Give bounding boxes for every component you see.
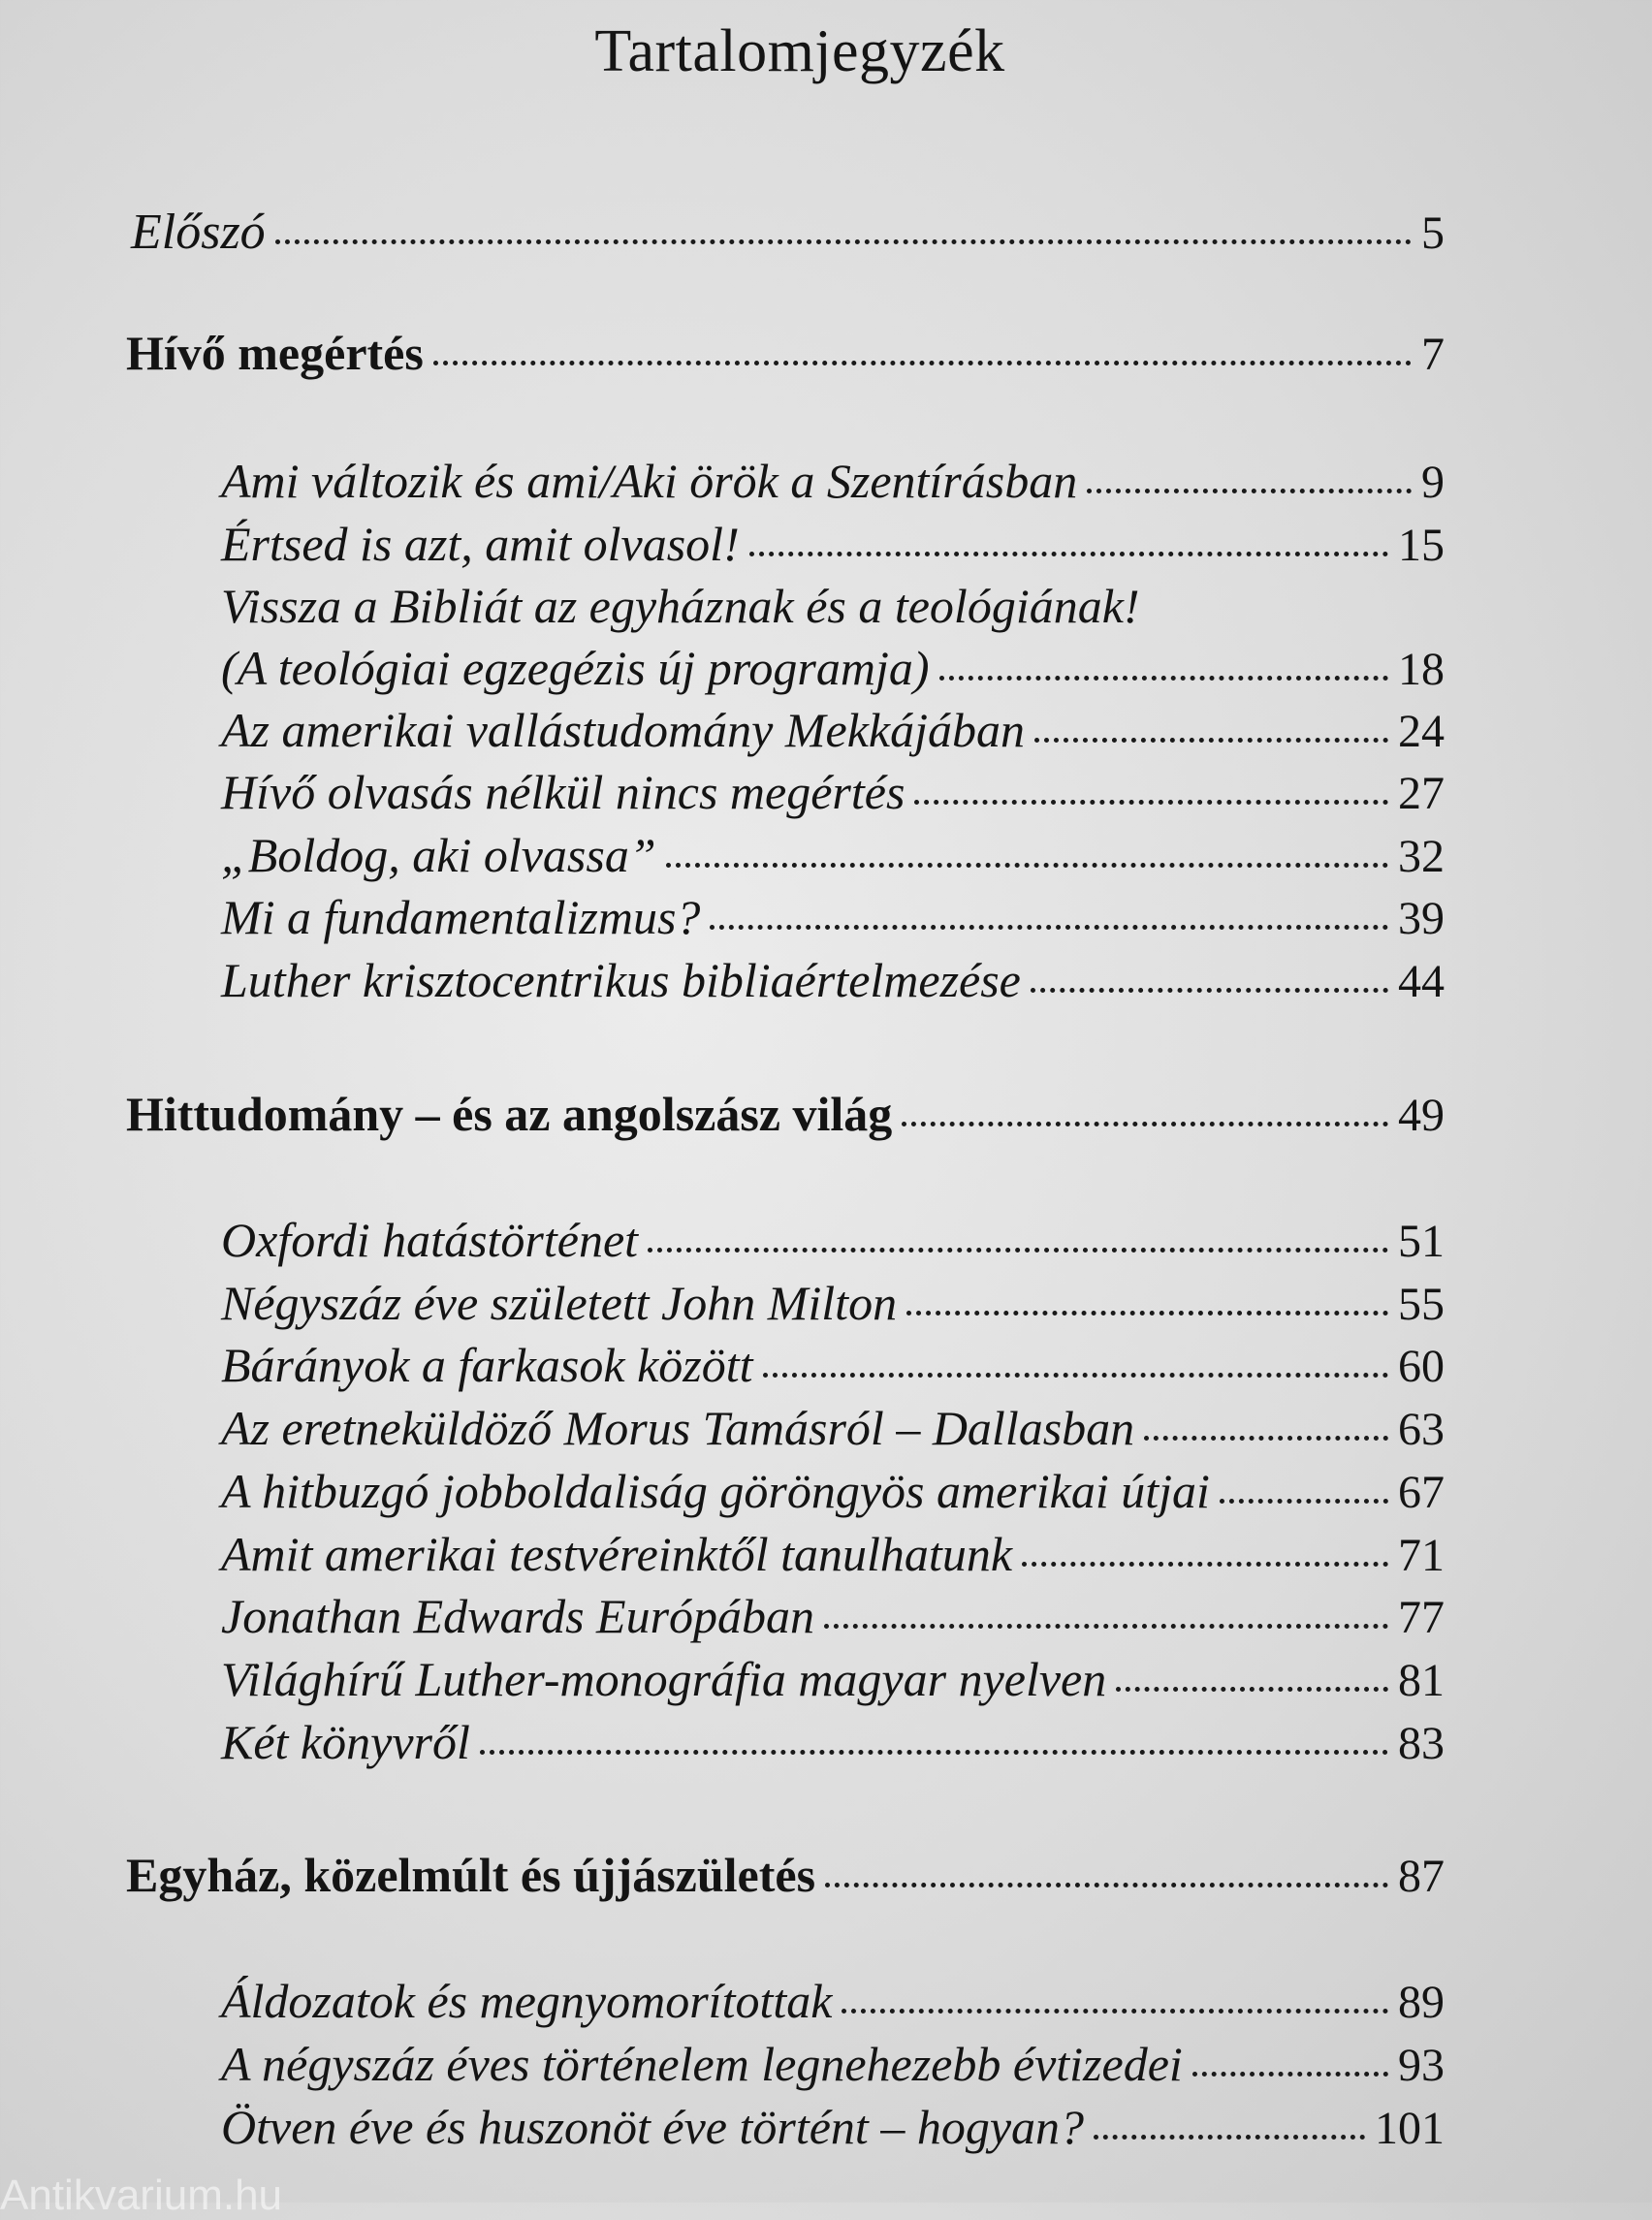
dot-leader bbox=[1220, 1499, 1388, 1504]
dot-leader bbox=[1087, 489, 1412, 493]
toc-entry[interactable] bbox=[221, 1275, 1445, 1331]
toc-page-number: 63 bbox=[1398, 1404, 1445, 1455]
toc-entry-label-line1: Vissza a Bibliát az egyháznak és a teológiának! bbox=[221, 579, 1140, 633]
toc-entry[interactable] bbox=[221, 827, 1445, 883]
dot-leader bbox=[275, 239, 1412, 244]
toc-page-number: 39 bbox=[1398, 893, 1445, 944]
dot-leader bbox=[906, 1311, 1388, 1316]
toc-page-number: 87 bbox=[1398, 1851, 1445, 1902]
dot-leader bbox=[1022, 1562, 1388, 1567]
toc-entry-label: A hitbuzgó jobboldaliság göröngyös amerikai útjai bbox=[221, 1464, 1210, 1518]
dot-leader bbox=[648, 1248, 1388, 1253]
toc-entry-label: „Boldog, aki olvassa” bbox=[221, 828, 656, 882]
dot-leader bbox=[710, 925, 1388, 930]
toc-entry[interactable] bbox=[221, 2099, 1445, 2155]
dot-leader bbox=[914, 800, 1388, 805]
toc-page-number: 32 bbox=[1398, 831, 1445, 882]
toc-entry-eloszo[interactable] bbox=[131, 204, 1445, 261]
toc-section-egyhaz[interactable] bbox=[126, 1847, 1445, 1903]
toc-entry-label: A négyszáz éves történelem legnehezebb évtizedei bbox=[221, 2037, 1183, 2091]
page-title: Tartalomjegyzék bbox=[594, 18, 1005, 84]
dot-leader bbox=[825, 1883, 1388, 1887]
toc-entry[interactable] bbox=[221, 1212, 1445, 1268]
dot-leader bbox=[1094, 2135, 1365, 2140]
toc-entry[interactable] bbox=[221, 2036, 1445, 2092]
toc-entry[interactable] bbox=[221, 1337, 1445, 1393]
toc-entry-label: Világhírű Luther-monográfia magyar nyelven bbox=[221, 1652, 1107, 1706]
toc-entry[interactable] bbox=[221, 453, 1445, 509]
dot-leader bbox=[1031, 988, 1388, 993]
toc-page-number: 15 bbox=[1398, 520, 1445, 571]
dot-leader bbox=[939, 676, 1389, 681]
toc-entry-label: Az eretneküldöző Morus Tamásról – Dallasban bbox=[221, 1401, 1135, 1455]
toc-page-number: 101 bbox=[1375, 2103, 1445, 2154]
toc-entry[interactable] bbox=[221, 1526, 1445, 1582]
toc-page-number: 51 bbox=[1398, 1216, 1445, 1267]
toc-entry[interactable] bbox=[221, 1400, 1445, 1456]
toc-page-number: 55 bbox=[1398, 1279, 1445, 1330]
toc-entry[interactable] bbox=[221, 889, 1445, 945]
toc-entry[interactable] bbox=[221, 702, 1445, 758]
toc-entry[interactable] bbox=[221, 1588, 1445, 1644]
toc-entry[interactable] bbox=[221, 1714, 1445, 1770]
dot-leader bbox=[1116, 1687, 1388, 1692]
toc-entry-label: Ami változik és ami/Aki örök a Szentírásban bbox=[221, 454, 1078, 508]
toc-entry[interactable] bbox=[221, 952, 1445, 1008]
dot-leader bbox=[902, 1122, 1388, 1126]
dot-leader bbox=[763, 1373, 1388, 1378]
toc-section-hittudomany[interactable] bbox=[126, 1086, 1445, 1142]
toc-page-number: 77 bbox=[1398, 1592, 1445, 1643]
toc-section-label: Egyház, közelmúlt és újjászületés bbox=[126, 1848, 816, 1902]
toc-page-number: 24 bbox=[1398, 706, 1445, 757]
toc-entry[interactable] bbox=[221, 640, 1445, 696]
dot-leader bbox=[842, 2009, 1388, 2014]
dot-leader bbox=[1034, 738, 1388, 743]
toc-entry-label: Két könyvről bbox=[221, 1715, 470, 1769]
toc-page-number: 71 bbox=[1398, 1530, 1445, 1581]
toc-page-number: 89 bbox=[1398, 1977, 1445, 2028]
toc-page-number: 81 bbox=[1398, 1655, 1445, 1706]
toc-page-number: 49 bbox=[1398, 1090, 1445, 1141]
watermark: Antikvarium.hu bbox=[0, 2172, 283, 2219]
toc-entry[interactable] bbox=[221, 516, 1445, 572]
toc-entry-label: Négyszáz éve született John Milton bbox=[221, 1276, 898, 1330]
toc-entry-label: Oxfordi hatástörténet bbox=[221, 1213, 639, 1267]
toc-entry-label: Előszó bbox=[131, 205, 266, 260]
toc-section-hivo-megertes[interactable] bbox=[126, 325, 1445, 381]
toc-entry-label: Bárányok a farkasok között bbox=[221, 1338, 753, 1392]
toc-entry[interactable] bbox=[221, 1463, 1445, 1519]
toc-entry-label: Áldozatok és megnyomorítottak bbox=[221, 1974, 833, 2028]
toc-page-number: 5 bbox=[1421, 207, 1445, 259]
toc-entry-label: Luther krisztocentrikus bibliaértelmezése bbox=[221, 953, 1021, 1007]
toc-page-number: 44 bbox=[1398, 956, 1445, 1007]
toc-entry-label: Jonathan Edwards Európában bbox=[221, 1589, 815, 1643]
dot-leader bbox=[433, 361, 1412, 365]
toc-entry-label: Mi a fundamentalizmus? bbox=[221, 890, 701, 944]
toc-page-number: 83 bbox=[1398, 1718, 1445, 1769]
dot-leader bbox=[1192, 2072, 1388, 2077]
dot-leader bbox=[749, 552, 1388, 556]
toc-section-label: Hívő megértés bbox=[126, 326, 424, 380]
toc-page-number: 93 bbox=[1398, 2040, 1445, 2091]
toc-entry-label: Amit amerikai testvéreinktől tanulhatunk bbox=[221, 1527, 1013, 1581]
dot-leader bbox=[480, 1750, 1388, 1755]
toc-page-number: 9 bbox=[1421, 457, 1445, 508]
toc-entry-label: Az amerikai vallástudomány Mekkájában bbox=[221, 703, 1025, 757]
dot-leader bbox=[666, 863, 1388, 868]
toc-page-number: 18 bbox=[1398, 644, 1445, 695]
toc-entry[interactable] bbox=[221, 1651, 1445, 1707]
toc-entry[interactable] bbox=[221, 764, 1445, 820]
toc-page-number: 60 bbox=[1398, 1341, 1445, 1392]
dot-leader bbox=[1144, 1436, 1388, 1441]
dot-leader bbox=[824, 1624, 1388, 1629]
toc-entry[interactable] bbox=[221, 1973, 1445, 2029]
toc-entry-label: Ötven éve és huszonöt éve történt – hogyan? bbox=[221, 2100, 1085, 2154]
toc-entry-label: (A teológiai egzegézis új programja) bbox=[221, 641, 930, 695]
toc-section-label: Hittudomány – és az angolszász világ bbox=[126, 1087, 893, 1141]
toc-page-number: 67 bbox=[1398, 1467, 1445, 1518]
toc-page-number: 27 bbox=[1398, 768, 1445, 819]
toc-entry-label: Hívő olvasás nélkül nincs megértés bbox=[221, 765, 905, 819]
toc-entry-label: Értsed is azt, amit olvasol! bbox=[221, 517, 740, 571]
toc-page-number: 7 bbox=[1421, 329, 1445, 380]
